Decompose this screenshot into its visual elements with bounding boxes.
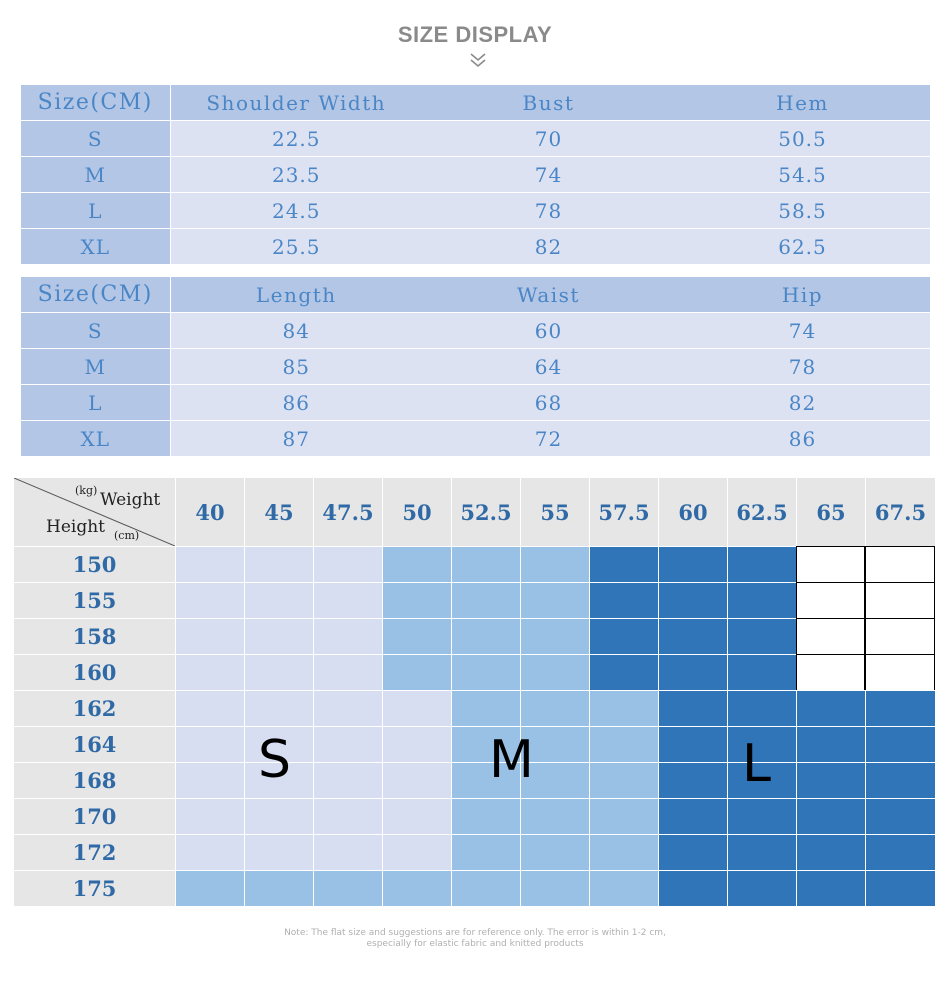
size-zone-label-l: L xyxy=(742,734,771,794)
size-grid-cell xyxy=(313,618,382,654)
weight-label: Weight xyxy=(100,490,161,510)
height-header: 175 xyxy=(14,870,175,906)
size-grid-cell xyxy=(175,870,244,906)
weight-header: 47.5 xyxy=(313,478,382,546)
size-grid-cell xyxy=(727,654,796,690)
size-grid-cell xyxy=(244,654,313,690)
size-grid-cell xyxy=(658,834,727,870)
size-grid-cell xyxy=(796,690,865,726)
value-cell: 74 xyxy=(675,313,930,349)
size-grid-cell xyxy=(865,726,935,762)
note-line: especially for elastic fabric and knitted products xyxy=(366,939,584,949)
size-grid-cell xyxy=(313,582,382,618)
size-grid-cell xyxy=(451,618,520,654)
size-grid-cell xyxy=(796,834,865,870)
size-grid-cell xyxy=(589,582,658,618)
height-header: 164 xyxy=(14,726,175,762)
value-cell: 86 xyxy=(170,385,422,421)
table-row xyxy=(21,421,930,457)
size-cell: S xyxy=(21,121,170,157)
size-grid-cell xyxy=(313,726,382,762)
height-header: 160 xyxy=(14,654,175,690)
size-grid-cell xyxy=(175,582,244,618)
size-grid-cell xyxy=(658,690,727,726)
size-grid-cell xyxy=(796,798,865,834)
size-grid-cell xyxy=(658,798,727,834)
size-grid-cell xyxy=(796,726,865,762)
size-grid-cell xyxy=(175,762,244,798)
value-cell: 78 xyxy=(422,193,675,229)
height-header: 158 xyxy=(14,618,175,654)
size-table-upper xyxy=(21,85,930,265)
size-grid-cell xyxy=(589,798,658,834)
size-cell: XL xyxy=(21,421,170,457)
size-grid-cell xyxy=(313,546,382,582)
size-grid-cell xyxy=(244,690,313,726)
size-grid-cell xyxy=(658,654,727,690)
size-table-lower xyxy=(21,277,930,457)
size-grid-cell xyxy=(658,582,727,618)
size-grid-cell xyxy=(658,762,727,798)
table-header-row xyxy=(21,277,930,313)
size-grid-cell xyxy=(865,834,935,870)
size-grid-cell xyxy=(589,870,658,906)
size-grid-cell xyxy=(382,870,451,906)
size-grid-cell xyxy=(244,618,313,654)
size-grid-cell xyxy=(520,654,589,690)
value-cell: 68 xyxy=(422,385,675,421)
size-grid-cell xyxy=(244,834,313,870)
value-cell: 85 xyxy=(170,349,422,385)
height-header: 172 xyxy=(14,834,175,870)
size-grid-cell xyxy=(382,654,451,690)
size-grid-cell xyxy=(451,834,520,870)
height-header: 170 xyxy=(14,798,175,834)
weight-header: 62.5 xyxy=(727,478,796,546)
size-grid-cell xyxy=(520,582,589,618)
size-grid-cell xyxy=(313,798,382,834)
value-cell: 23.5 xyxy=(170,157,422,193)
size-grid-cell xyxy=(175,834,244,870)
size-grid-cell xyxy=(589,726,658,762)
size-cell: M xyxy=(21,349,170,385)
column-header: Shoulder Width xyxy=(170,85,422,121)
column-header: Hip xyxy=(675,277,930,313)
size-grid-cell xyxy=(865,690,935,726)
size-grid-cell xyxy=(175,690,244,726)
value-cell: 25.5 xyxy=(170,229,422,265)
size-cell: XL xyxy=(21,229,170,265)
height-header: 168 xyxy=(14,762,175,798)
table-row xyxy=(21,313,930,349)
column-header: Length xyxy=(170,277,422,313)
height-label: Height xyxy=(46,517,105,537)
size-grid-cell xyxy=(589,834,658,870)
size-grid-cell xyxy=(520,870,589,906)
value-cell: 82 xyxy=(675,385,930,421)
size-grid-cell xyxy=(796,762,865,798)
size-grid-cell xyxy=(313,834,382,870)
size-grid-cell xyxy=(382,582,451,618)
height-header: 150 xyxy=(14,546,175,582)
size-grid-cell xyxy=(727,870,796,906)
column-header: Size(CM) xyxy=(21,85,170,121)
value-cell: 86 xyxy=(675,421,930,457)
size-grid-cell xyxy=(589,618,658,654)
size-grid-cell xyxy=(589,654,658,690)
size-grid-cell xyxy=(865,618,935,655)
size-grid-cell xyxy=(520,618,589,654)
height-weight-size-grid xyxy=(14,478,935,907)
value-cell: 58.5 xyxy=(675,193,930,229)
weight-header: 52.5 xyxy=(451,478,520,546)
size-grid-cell xyxy=(175,726,244,762)
value-cell: 62.5 xyxy=(675,229,930,265)
size-grid-cell xyxy=(520,834,589,870)
size-grid-cell xyxy=(382,618,451,654)
size-grid-cell xyxy=(865,798,935,834)
value-cell: 78 xyxy=(675,349,930,385)
size-grid-cell xyxy=(451,654,520,690)
size-grid-cell xyxy=(382,546,451,582)
grid-corner-header xyxy=(14,478,175,546)
size-grid-cell xyxy=(589,762,658,798)
size-grid-cell xyxy=(175,618,244,654)
height-unit: (cm) xyxy=(114,529,140,542)
size-grid-cell xyxy=(451,798,520,834)
table-row xyxy=(21,157,930,193)
size-grid-cell xyxy=(313,690,382,726)
size-grid-cell xyxy=(451,870,520,906)
size-cell: L xyxy=(21,385,170,421)
size-grid-cell xyxy=(865,582,935,619)
size-grid-cell xyxy=(865,546,935,583)
size-grid-cell xyxy=(658,870,727,906)
size-grid-cell xyxy=(727,618,796,654)
size-grid-cell xyxy=(520,690,589,726)
table-row xyxy=(21,385,930,421)
size-grid-cell xyxy=(727,546,796,582)
size-grid-cell xyxy=(727,690,796,726)
size-grid-cell xyxy=(727,582,796,618)
size-grid-cell xyxy=(796,654,865,691)
size-grid-cell xyxy=(658,546,727,582)
value-cell: 72 xyxy=(422,421,675,457)
table-row xyxy=(21,121,930,157)
weight-header: 45 xyxy=(244,478,313,546)
size-grid-cell xyxy=(451,546,520,582)
size-grid-cell xyxy=(244,798,313,834)
weight-header: 60 xyxy=(658,478,727,546)
size-grid-cell xyxy=(451,690,520,726)
size-zone-label-m: M xyxy=(489,730,534,790)
weight-header: 40 xyxy=(175,478,244,546)
reference-note xyxy=(0,928,950,950)
value-cell: 54.5 xyxy=(675,157,930,193)
value-cell: 87 xyxy=(170,421,422,457)
column-header: Hem xyxy=(675,85,930,121)
page-title: SIZE DISPLAY xyxy=(397,22,553,47)
size-grid-cell xyxy=(382,690,451,726)
value-cell: 84 xyxy=(170,313,422,349)
size-grid-cell xyxy=(520,798,589,834)
chevron-down-icon xyxy=(467,50,489,72)
column-header: Waist xyxy=(422,277,675,313)
value-cell: 50.5 xyxy=(675,121,930,157)
size-grid-cell xyxy=(175,654,244,690)
size-grid-cell xyxy=(382,726,451,762)
size-grid-cell xyxy=(658,726,727,762)
size-zone-label-s: S xyxy=(258,730,292,790)
weight-unit: (kg) xyxy=(75,484,98,497)
weight-header: 50 xyxy=(382,478,451,546)
table-row xyxy=(21,349,930,385)
size-grid-cell xyxy=(589,690,658,726)
value-cell: 74 xyxy=(422,157,675,193)
size-grid-cell xyxy=(313,762,382,798)
table-row xyxy=(21,229,930,265)
weight-header: 55 xyxy=(520,478,589,546)
size-grid-cell xyxy=(865,762,935,798)
value-cell: 60 xyxy=(422,313,675,349)
size-grid-cell xyxy=(244,546,313,582)
value-cell: 82 xyxy=(422,229,675,265)
size-grid-cell xyxy=(382,762,451,798)
size-grid-cell xyxy=(727,834,796,870)
size-grid-cell xyxy=(451,582,520,618)
weight-header: 65 xyxy=(796,478,865,546)
size-grid-cell xyxy=(382,798,451,834)
size-grid-cell xyxy=(244,582,313,618)
column-header: Size(CM) xyxy=(21,277,170,313)
size-grid-cell xyxy=(382,834,451,870)
weight-header: 57.5 xyxy=(589,478,658,546)
size-grid-cell xyxy=(727,798,796,834)
value-cell: 64 xyxy=(422,349,675,385)
size-grid-cell xyxy=(313,870,382,906)
column-header: Bust xyxy=(422,85,675,121)
size-grid-cell xyxy=(796,582,865,619)
note-line: Note: The flat size and suggestions are for reference only. The error is within 1-2 cm, xyxy=(284,928,666,938)
size-cell: L xyxy=(21,193,170,229)
size-cell: M xyxy=(21,157,170,193)
size-grid-cell xyxy=(175,798,244,834)
value-cell: 22.5 xyxy=(170,121,422,157)
height-header: 155 xyxy=(14,582,175,618)
size-grid-cell xyxy=(175,546,244,582)
value-cell: 70 xyxy=(422,121,675,157)
size-grid-cell xyxy=(658,618,727,654)
size-cell: S xyxy=(21,313,170,349)
size-grid-cell xyxy=(313,654,382,690)
weight-header: 67.5 xyxy=(865,478,935,546)
table-row xyxy=(21,193,930,229)
size-grid-cell xyxy=(796,618,865,655)
size-grid-cell xyxy=(520,546,589,582)
size-grid-cell xyxy=(796,546,865,583)
size-grid-cell xyxy=(796,870,865,906)
value-cell: 24.5 xyxy=(170,193,422,229)
height-header: 162 xyxy=(14,690,175,726)
table-header-row xyxy=(21,85,930,121)
size-grid-cell xyxy=(244,870,313,906)
size-grid-cell xyxy=(865,654,935,691)
size-grid-cell xyxy=(865,870,935,906)
size-grid-cell xyxy=(589,546,658,582)
